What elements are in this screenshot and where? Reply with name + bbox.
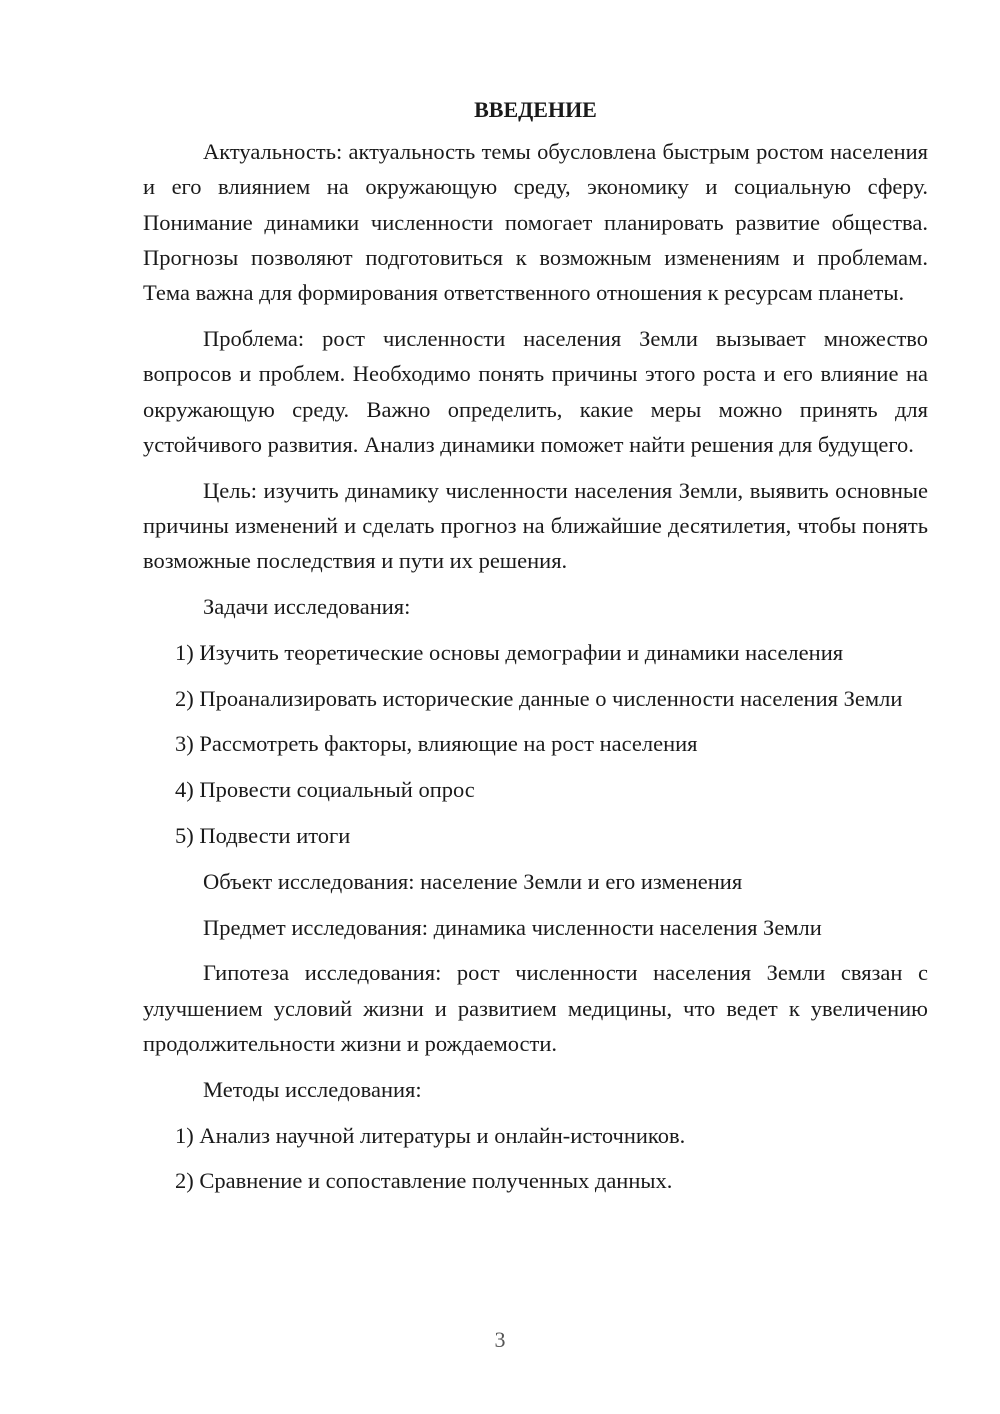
goal-paragraph: Цель: изучить динамику численности населения Земли, выявить основные причины изменений и сделать прогноз на ближайшие десятилетия, чтобы понять возможные последствия и пути их решения. [143,477,928,574]
method-item: 2) Сравнение и сопоставление полученных данных. [175,1168,673,1194]
methods-title: Методы исследования: [203,1076,422,1102]
relevance-paragraph: Актуальность: актуальность темы обусловлена быстрым ростом населения и его влиянием на окружающую среду, экономику и социальную сферу. Понимание динамики численности помогает планировать развитие общества. Прогнозы позволяют подготовиться к возможным изменениям и проблемам. Тема важна для формирования ответственного отношения к ресурсам планеты. [143,139,928,306]
object-line: Объект исследования: население Земли и его изменения [203,868,743,894]
problem-paragraph: Проблема: рост численности населения Земли вызывает множество вопросов и проблем. Необходимо понять причины этого роста и его влияние на окружающую среду. Важно определить, какие меры можно принять для устойчивого развития. Анализ динамики поможет найти решения для будущего. [143,325,928,457]
hypothesis-paragraph: Гипотеза исследования: рост численности населения Земли связан с улучшением условий жизни и развитием медицины, что ведет к увеличению продолжительности жизни и рождаемости. [143,960,928,1057]
task-item: 5) Подвести итоги [175,823,351,849]
task-item: 2) Проанализировать исторические данные о численности населения Земли [175,685,903,711]
tasks-title: Задачи исследования: [203,594,411,620]
task-item: 1) Изучить теоретические основы демографии и динамики населения [175,639,844,665]
document-page [143,90,928,1209]
subject-line: Предмет исследования: динамика численности населения Земли [203,914,822,940]
method-item: 1) Анализ научной литературы и онлайн-источников. [175,1122,686,1148]
task-item: 3) Рассмотреть факторы, влияющие на рост населения [175,731,698,757]
section-heading: ВВЕДЕНИЕ [474,97,597,122]
page-number: 3 [494,1327,506,1352]
task-item: 4) Провести социальный опрос [175,777,475,803]
